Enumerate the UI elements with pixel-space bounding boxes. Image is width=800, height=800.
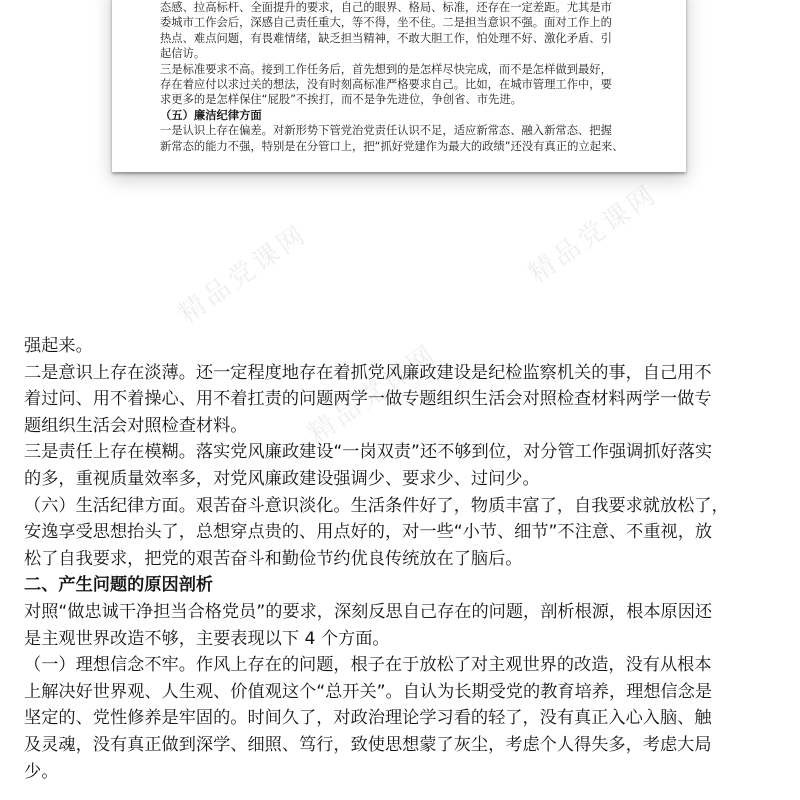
body-line: 着过问、用不着操心、用不着扛责的问题两学一做专题组织生活会对照检查材料两学一做专 bbox=[24, 389, 712, 410]
preview-line: 起信访。 bbox=[160, 47, 206, 61]
body-line: 强起来。 bbox=[24, 336, 93, 356]
preview-line: 求更多的是怎样保住“屁股”不挨打，而不是争先进位，争创省、市先进。 bbox=[160, 93, 522, 107]
preview-line: 一是认识上存在偏差。对新形势下管党治党责任认识不足，适应新常态、融入新常态、把握 bbox=[160, 124, 612, 138]
preview-line: 态感、拉高标杆、全面提升的要求，自己的眼界、格局、标准，还存在一定差距。尤其是市 bbox=[160, 1, 612, 14]
preview-line: 委城市工作会后，深感自己责任重大，等不得，坐不住。二是担当意识不强。面对工作上的 bbox=[160, 16, 612, 30]
body-line: 对照“做忠诚干净担当合格党员”的要求，深刻反思自己存在的问题，剖析根源，根本原因还 bbox=[24, 601, 713, 622]
section-heading: 二、产生问题的原因剖析 bbox=[24, 575, 214, 596]
body-line: 坚定的、党性修养是牢固的。时间久了，对政治理论学习看的轻了，没有真正入心入脑、触 bbox=[24, 708, 712, 729]
body-line: 及灵魂，没有真正做到深学、细照、笃行，致使思想蒙了灰尘，考虑个人得失多，考虑大局 bbox=[24, 734, 712, 755]
body-line: 二是意识上存在淡薄。还一定程度地存在着抓党风廉政建设是纪检监察机关的事，自己用不 bbox=[24, 362, 712, 383]
body-line: 松了自我要求，把党的艰苦奋斗和勤俭节约优良传统放在了脑后。 bbox=[24, 548, 523, 569]
preview-line: 热点、难点问题，有畏难情绪，缺乏担当精神，不敢大胆工作，怕处理不好、激化矛盾、引 bbox=[160, 31, 612, 45]
preview-text bbox=[160, 0, 648, 154]
watermark: 精品党课网 bbox=[303, 338, 444, 450]
body-line: 安逸享受思想抬头了，总想穿点贵的、用点好的，对一些“小节、细节”不注意、不重视，放 bbox=[24, 522, 713, 543]
body-line: 是主观世界改造不够，主要表现以下 4 个方面。 bbox=[24, 628, 390, 649]
body-line: 的多，重视质量效率多，对党风廉政建设强调少、要求少、过问少。 bbox=[24, 468, 540, 489]
preview-line: 存在着应付以求过关的想法，没有时刻高标准严格要求自己。比如，在城市管理工作中，要 bbox=[160, 78, 612, 92]
watermark: 精品党课网 bbox=[523, 178, 664, 290]
body-line: 三是责任上存在模糊。落实党风廉政建设“一岗双责”还不够到位，对分管工作强调抓好落实 bbox=[24, 442, 713, 463]
preview-section-heading: （五）廉洁纪律方面 bbox=[160, 108, 262, 122]
body-line: 上解决好世界观、人生观、价值观这个“总开关”。自认为长期受党的教育培养，理想信念是 bbox=[24, 681, 713, 702]
preview-line: 三是标准要求不高。接到工作任务后，首先想到的是怎样尽快完成，而不是怎样做到最好， bbox=[160, 62, 612, 76]
watermark: 精品党课网 bbox=[173, 218, 314, 330]
preview-line: 新常态的能力不强，特别是在分管口上，把“抓好党建作为最大的政绩”还没有真正的立起来、 bbox=[160, 139, 624, 153]
body-line: （六）生活纪律方面。艰苦奋斗意识淡化。生活条件好了，物质丰富了，自我要求就放松了， bbox=[24, 495, 729, 516]
body-line: 少。 bbox=[24, 761, 59, 782]
document-body bbox=[24, 333, 784, 785]
body-line: （一）理想信念不牢。作风上存在的问题，根子在于放松了对主观世界的改造，没有从根本 bbox=[24, 655, 712, 676]
body-line: 题组织生活会对照检查材料。 bbox=[24, 415, 248, 436]
document-preview-card bbox=[112, 0, 686, 172]
